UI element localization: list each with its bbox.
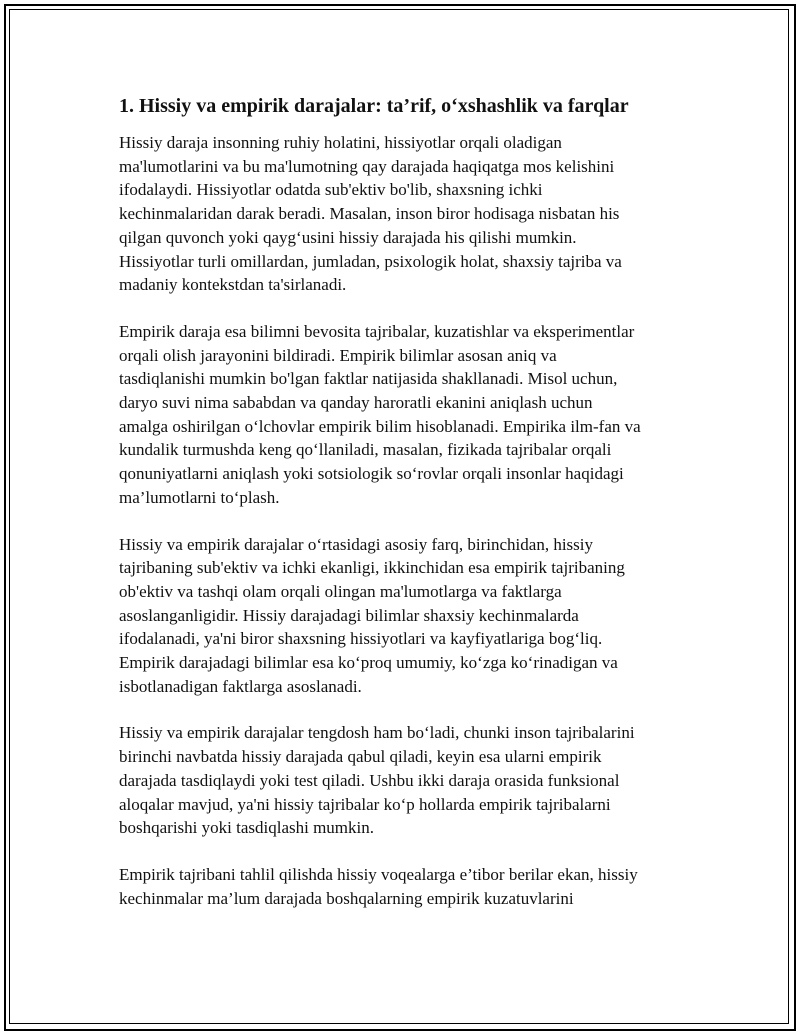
text-line: darajada tasdiqlaydi yoki test qiladi. Ushbu ikki daraja orasida funksional <box>119 770 620 790</box>
text-line: ma’lumotlarni to‘plash. <box>119 487 280 507</box>
text-line: amalga oshirilgan o‘lchovlar empirik bilim hisoblanadi. Empirika ilm-fan va <box>119 416 641 436</box>
text-line: birinchi navbatda hissiy darajada qabul qiladi, keyin esa ularni empirik <box>119 747 602 767</box>
document-body <box>119 93 699 933</box>
text-line: tajribaning sub'ektiv va ichki ekanligi, ikkinchidan esa empirik tajribaning <box>119 558 625 578</box>
paragraph <box>119 320 699 510</box>
section-heading: 1. Hissiy va empirik darajalar: ta’rif, o‘xshashlik va farqlar <box>119 95 629 117</box>
text-line: Hissiy va empirik darajalar tengdosh ham bo‘ladi, chunki inson tajribalarini <box>119 723 635 743</box>
text-line: ifodalanadi, ya'ni biror shaxsning hissiyotlari va kayfiyatlariga bog‘liq. <box>119 629 603 649</box>
text-line: Hissiy va empirik darajalar o‘rtasidagi asosiy farq, birinchidan, hissiy <box>119 534 593 554</box>
text-line: ifodalaydi. Hissiyotlar odatda sub'ektiv bo'lib, shaxsning ichki <box>119 180 543 200</box>
text-line: kechinmalar ma’lum darajada boshqalarning empirik kuzatuvlarini <box>119 888 574 908</box>
text-line: Hissiyotlar turli omillardan, jumladan, psixologik holat, shaxsiy tajriba va <box>119 251 622 271</box>
text-line: ob'ektiv va tashqi olam orqali olingan ma'lumotlarga va faktlarga <box>119 581 562 601</box>
paragraph <box>119 131 699 297</box>
text-line: daryo suvi nima sababdan va qanday haroratli ekanini aniqlash uchun <box>119 393 593 413</box>
text-line: ma'lumotlarini va bu ma'lumotning qay darajada haqiqatga mos kelishini <box>119 156 615 176</box>
text-line: kechinmalaridan darak beradi. Masalan, inson biror hodisaga nisbatan his <box>119 204 620 224</box>
text-line: kundalik turmushda keng qo‘llaniladi, masalan, fizikada tajribalar orqali <box>119 440 612 460</box>
text-line: madaniy kontekstdan ta'sirlanadi. <box>119 275 347 295</box>
text-line: tasdiqlanishi mumkin bo'lgan faktlar natijasida shakllanadi. Misol uchun, <box>119 369 618 389</box>
paragraph <box>119 533 699 699</box>
text-line: Empirik darajadagi bilimlar esa ko‘proq umumiy, ko‘zga ko‘rinadigan va <box>119 653 618 673</box>
paragraph <box>119 863 699 910</box>
text-line: Empirik tajribani tahlil qilishda hissiy voqealarga e’tibor berilar ekan, hissiy <box>119 864 638 884</box>
text-line: asoslanganligidir. Hissiy darajadagi bilimlar shaxsiy kechinmalarda <box>119 605 579 625</box>
text-line: qilgan quvonch yoki qayg‘usini hissiy darajada his qilishi mumkin. <box>119 227 577 247</box>
text-line: boshqarishi yoki tasdiqlashi mumkin. <box>119 818 374 838</box>
text-line: Hissiy daraja insonning ruhiy holatini, hissiyotlar orqali oladigan <box>119 133 562 152</box>
paragraph <box>119 721 699 840</box>
text-line: isbotlanadigan faktlarga asoslanadi. <box>119 676 362 696</box>
text-line: qonuniyatlarni aniqlash yoki sotsiologik so‘rovlar orqali insonlar haqidagi <box>119 464 624 484</box>
text-line: Empirik daraja esa bilimni bevosita tajribalar, kuzatishlar va eksperimentlar <box>119 321 635 341</box>
text-line: aloqalar mavjud, ya'ni hissiy tajribalar ko‘p hollarda empirik tajribalarni <box>119 794 611 814</box>
text-line: orqali olish jarayonini bildiradi. Empirik bilimlar asosan aniq va <box>119 345 557 365</box>
